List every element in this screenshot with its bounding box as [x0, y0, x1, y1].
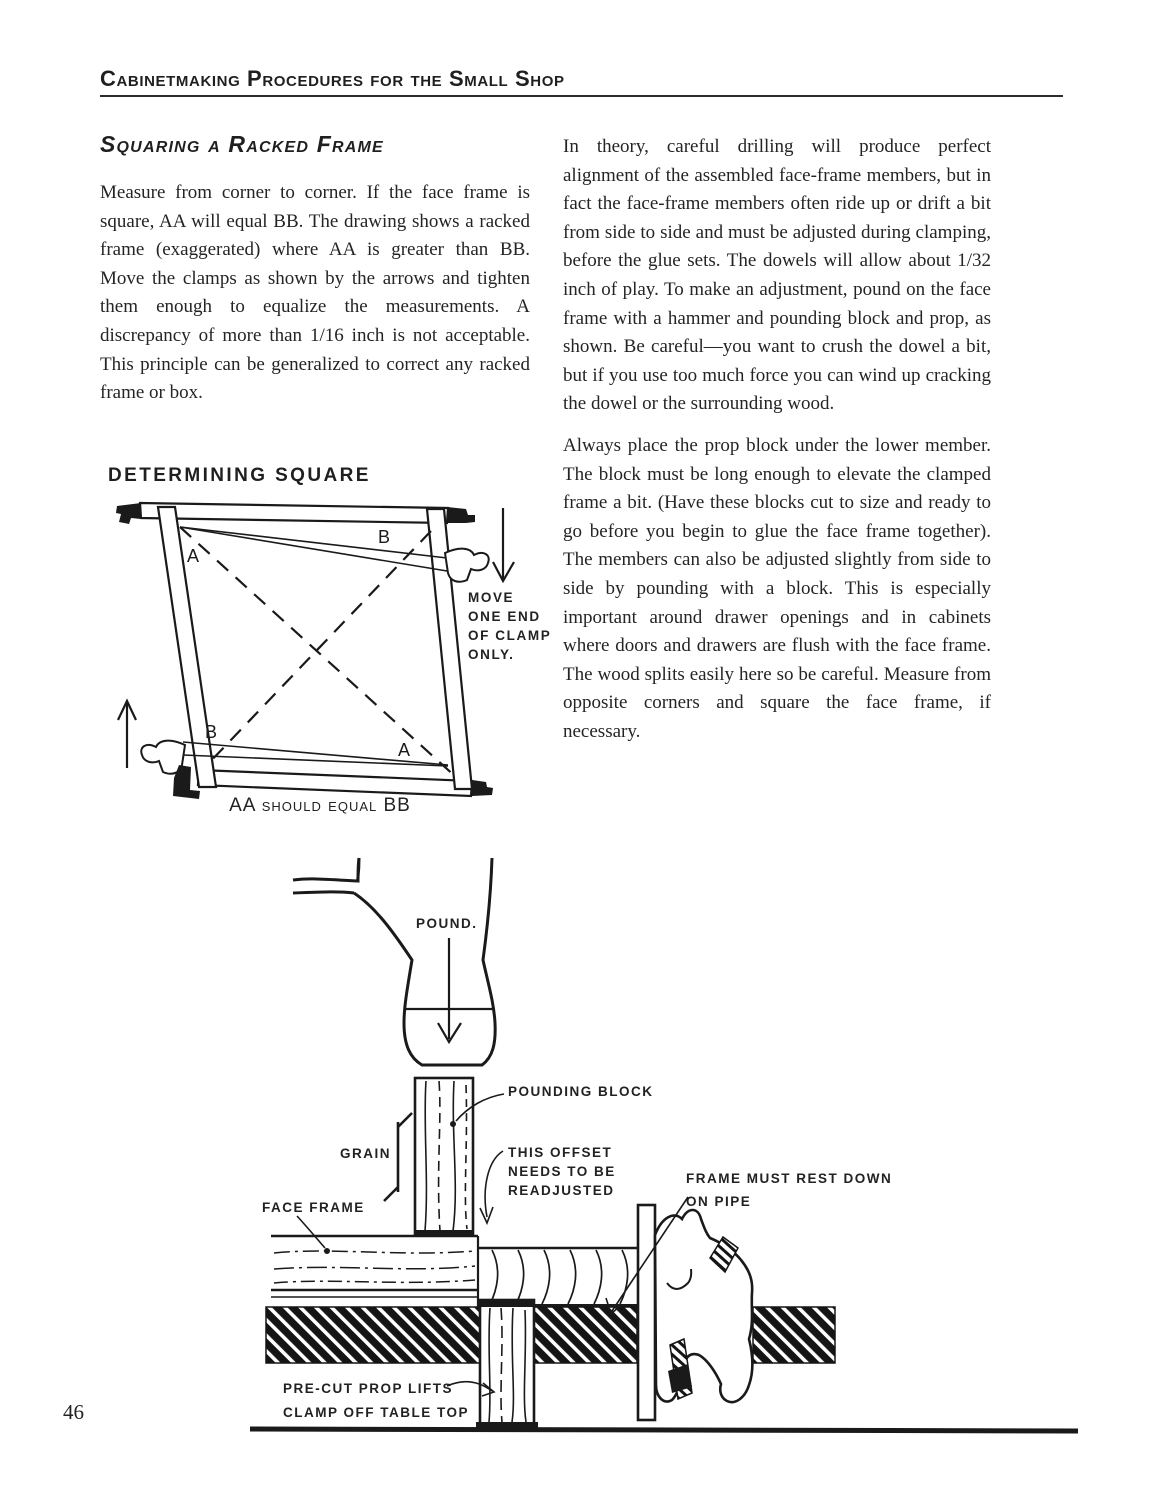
- page-number: 46: [63, 1400, 84, 1424]
- mallet: [293, 858, 495, 1065]
- member-grain: [516, 1250, 524, 1304]
- move-note-line: OF CLAMP: [468, 628, 552, 643]
- label-b-top: B: [378, 527, 391, 547]
- face-frame-member: [271, 1236, 478, 1307]
- pipe-right-segment: [753, 1307, 835, 1363]
- pounding-diagram: [240, 845, 1120, 1445]
- rest-note-line: ON PIPE: [686, 1194, 752, 1209]
- face-frame-leader: [297, 1216, 325, 1248]
- header-rule: [100, 95, 1063, 97]
- prop-grain: [489, 1308, 490, 1422]
- clamp-hook-right: [445, 549, 489, 582]
- clamp-head: [638, 1205, 752, 1420]
- pounding-block-shape: [415, 1078, 473, 1235]
- frame-bottom-rail: [198, 770, 472, 796]
- prop-note-line: CLAMP OFF TABLE TOP: [283, 1405, 469, 1420]
- member-grain: [542, 1250, 550, 1304]
- lower-member: [478, 1248, 644, 1306]
- clamp-plate: [638, 1205, 655, 1420]
- offset-note: [480, 1145, 616, 1223]
- diagonal-aa: [180, 527, 457, 778]
- diagonal-measurements: [180, 527, 457, 778]
- clamp-jaw-top-left: [116, 503, 141, 524]
- offset-note-line: READJUSTED: [508, 1183, 615, 1198]
- label-b-bottom: B: [205, 722, 218, 742]
- member-grain: [568, 1250, 576, 1304]
- mallet-head-outline: [293, 858, 495, 1065]
- pound-label: POUND.: [416, 916, 478, 931]
- move-clamp-note: [468, 588, 551, 664]
- clamp-jaw-bottom-right: [472, 780, 493, 796]
- offset-note-line: NEEDS TO BE: [508, 1164, 616, 1179]
- right-paragraph-2: Always place the prop block under the lower member. The block must be long enough to elevate the clamped frame a bit. (Have these blocks cut to size and ready to go before you begin to glue the face frame together). The members can also be adjusted slightly from side to side by pounding with a block. This is especially important around drawer openings and in cabinets where doors and drawers are flush with the face frame. The wood splits easily here so be careful. Measure from opposite corners and square the face frame, if necessary.: [563, 434, 991, 742]
- label-a-bottom: A: [398, 740, 411, 760]
- diagram-square-caption: AA should equal BB: [229, 795, 411, 816]
- prop-block: [476, 1300, 538, 1428]
- move-note-line: MOVE: [468, 590, 515, 605]
- left-paragraph: Measure from corner to corner. If the face frame is square, AA will equal BB. The drawing shows a racked frame (exaggerated) where AA is greater than BB. Move the clamps as shown by the arrows and tighten them enough to equalize the measurements. A discrepancy of more than 1/16 inch is not acceptable. This principle can be generalized to correct any racked frame or box.: [100, 182, 530, 404]
- face-frame-label: FACE FRAME: [262, 1200, 365, 1215]
- section-heading: Squaring a Racked Frame: [100, 131, 384, 157]
- label-a-top: A: [187, 546, 200, 566]
- diagonal-bb: [207, 531, 431, 765]
- member-grain: [490, 1250, 498, 1304]
- table-top-line: [250, 1429, 1078, 1431]
- prop-note-line: PRE-CUT PROP LIFTS: [283, 1381, 454, 1396]
- prop-top-cap: [480, 1300, 534, 1307]
- top-clamp-bar: [180, 527, 447, 558]
- frame-top-rail: [140, 503, 448, 523]
- page-header: Cabinetmaking Procedures for the Small Shop: [100, 66, 565, 91]
- frame-grain: [274, 1251, 475, 1253]
- move-note-line: ONLY.: [468, 647, 515, 662]
- move-note-line: ONE END: [468, 609, 541, 624]
- offset-leader: [485, 1151, 503, 1217]
- leader-dot: [450, 1121, 456, 1127]
- pounding-block-label: POUNDING BLOCK: [508, 1084, 654, 1099]
- rest-note-line: FRAME MUST REST DOWN: [686, 1171, 893, 1186]
- pipe-left-segment: [266, 1307, 480, 1363]
- right-column: [563, 133, 991, 746]
- member-grain: [594, 1250, 602, 1304]
- pounding-block: [415, 1078, 473, 1235]
- frame-grain: [274, 1266, 475, 1269]
- left-column: [100, 131, 530, 408]
- frame-grain: [274, 1280, 475, 1283]
- offset-note-line: THIS OFFSET: [508, 1145, 613, 1160]
- diagram-square-title: DETERMINING SQUARE: [108, 465, 371, 486]
- pipe-middle-segment: [534, 1307, 637, 1363]
- prop-note: [283, 1381, 494, 1420]
- clamp-jaw-top-right: [447, 507, 475, 523]
- grain-label: GRAIN: [340, 1146, 391, 1161]
- right-paragraph-1: In theory, careful drilling will produce perfect alignment of the assembled face-frame members, but in fact the face-frame members often ride up or drift a bit from side to side and must be adjusted during clamping, before the glue sets. The dowels will allow about 1/32 inch of play. To make an adjustment, pound on the face frame with a hammer and pounding block and prop, as shown. Be careful—you want to crush the dowel a bit, but if you use too much force you can wind up cracking the dowel or the surrounding wood.: [563, 136, 991, 415]
